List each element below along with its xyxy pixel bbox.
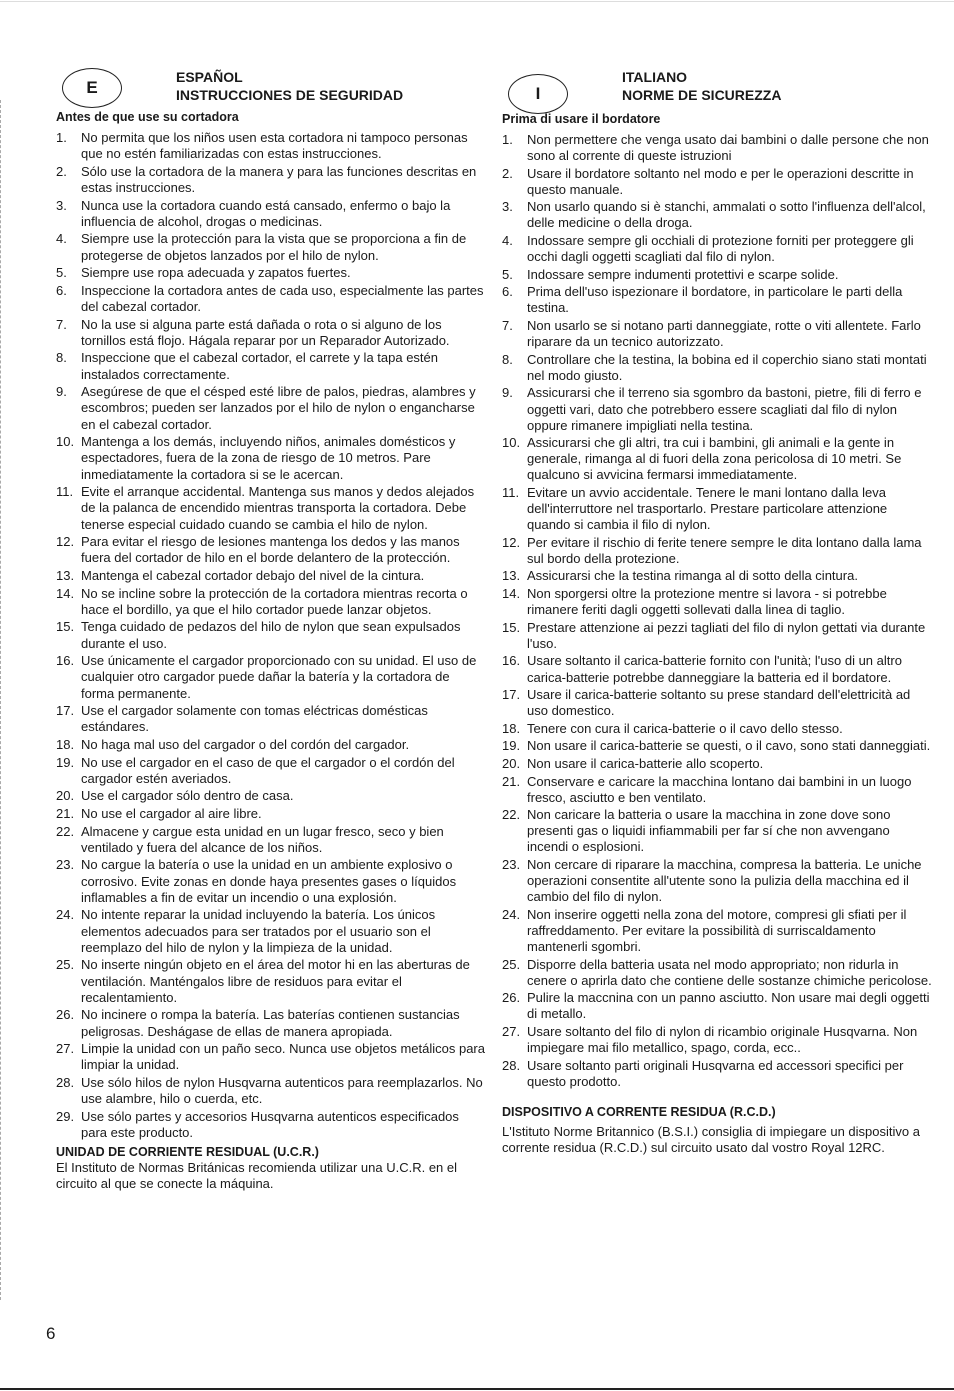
- list-item: [502, 807, 934, 855]
- item-text: Siempre use la protección para la vista que se proporciona a fin de protegerse de objetos lanzados por el hilo de nylon.: [81, 231, 467, 263]
- list-item: [502, 907, 934, 955]
- language-title: ESPAÑOL: [176, 69, 243, 85]
- list-item: [56, 164, 486, 196]
- item-text: Use sólo hilos de nylon Husqvarna autenticos para reemplazarlos. No use alambre, hilo o cuerda, etc.: [81, 1074, 483, 1107]
- page-number: 6: [46, 1324, 56, 1343]
- item-number: 8.: [56, 350, 67, 366]
- item-number: 9.: [56, 384, 67, 400]
- item-text: Pulire la maccnina con un panno asciutto. Non usare mai degli oggetti di metallo.: [527, 990, 930, 1022]
- item-number: 11.: [56, 484, 74, 500]
- item-number: 18.: [56, 736, 75, 752]
- rcd-text: El Instituto de Normas Británicas recomienda utilizar una U.C.R. en el circuito al que se conecte la máquina.: [56, 1160, 458, 1192]
- list-item: [502, 687, 934, 719]
- list-item: [502, 568, 934, 584]
- spanish-header: [56, 60, 486, 112]
- item-number: 21.: [56, 805, 75, 821]
- item-number: 3.: [56, 197, 67, 213]
- item-number: 19.: [56, 754, 75, 770]
- list-item: [502, 233, 934, 265]
- item-text: Limpie la unidad con un paño seco. Nunca use objetos metálicos para limpiar la unidad.: [81, 1041, 485, 1073]
- item-text: Almacene y cargue esta unidad en un lugar fresco, seco y bien ventilado y fuera del alcance de los niños.: [81, 823, 444, 855]
- list-item: [56, 586, 486, 618]
- item-number: 14.: [56, 585, 75, 601]
- list-item: [502, 485, 934, 533]
- item-number: 12.: [56, 534, 75, 550]
- item-number: 13.: [56, 567, 75, 583]
- list-item: [502, 857, 934, 905]
- item-number: 20.: [502, 755, 521, 771]
- item-number: 14.: [502, 586, 521, 602]
- list-item: [502, 990, 934, 1022]
- list-item: [56, 283, 486, 315]
- section-title: NORME DE SICUREZZA: [622, 87, 782, 103]
- item-number: 8.: [502, 351, 513, 367]
- item-text: Asegúrese de que el césped esté libre de palos, piedras, alambres y escombros; pueden ser lanzados por el hilo de nylon o engancharse en el cabezal cortador.: [81, 384, 476, 432]
- item-number: 1.: [56, 130, 67, 145]
- item-number: 6.: [502, 284, 513, 300]
- list-item: [502, 199, 934, 231]
- safety-list-italian: [502, 132, 934, 1090]
- item-number: 7.: [56, 316, 67, 332]
- item-number: 24.: [502, 906, 521, 922]
- item-number: 16.: [56, 653, 75, 669]
- item-number: 13.: [502, 568, 521, 584]
- list-item: [56, 384, 486, 433]
- item-number: 12.: [502, 534, 521, 550]
- item-number: 26.: [502, 990, 521, 1006]
- list-item: [502, 586, 934, 618]
- item-number: 28.: [56, 1074, 75, 1090]
- list-item: [502, 435, 934, 483]
- list-item: [56, 231, 486, 263]
- item-number: 17.: [56, 703, 75, 719]
- list-item: [56, 1075, 486, 1107]
- rcd-title: UNIDAD DE CORRIENTE RESIDUAL (U.C.R.): [56, 1145, 319, 1160]
- item-text: Usare soltanto il carica-batterie fornito con l'unità; l'uso di un altro carica-batterie potrebbe danneggiare la batteria ed il bordatore.: [527, 653, 902, 685]
- item-number: 19.: [502, 738, 521, 754]
- item-text: Non usare il carica-batterie se questi, o il cavo, sono stati danneggiati.: [527, 738, 931, 754]
- item-text: No incinere o rompa la batería. Las baterías contienen sustancias peligrosas. Deshágase de ellas de manera apropiada.: [81, 1007, 460, 1039]
- item-number: 25.: [56, 957, 75, 973]
- list-item: [56, 788, 486, 804]
- item-number: 2.: [502, 165, 513, 181]
- list-item: [56, 653, 486, 702]
- list-item: [56, 806, 486, 822]
- item-number: 22.: [502, 807, 521, 823]
- item-number: 18.: [502, 720, 521, 736]
- item-number: 15.: [502, 619, 521, 635]
- item-text: Prima dell'uso ispezionare il bordatore, in particolare le parti della testina.: [527, 284, 903, 316]
- item-number: 7.: [502, 318, 513, 334]
- list-item: [502, 1024, 934, 1056]
- list-item: [502, 620, 934, 652]
- item-text: Use el cargador solamente con tomas eléctricas domésticas estándares.: [81, 703, 428, 735]
- item-text: Non usare il carica-batterie allo scoperto.: [527, 755, 764, 771]
- bottom-rule: [0, 1388, 954, 1390]
- list-item: [502, 385, 934, 433]
- item-text: Non permettere che venga usato dai bambini o dalle persone che non sono al corrente di queste istruzioni: [527, 132, 929, 164]
- item-text: Mantenga el cabezal cortador debajo del nivel de la cintura.: [81, 567, 425, 583]
- item-text: No haga mal uso del cargador o del cordón del cargador.: [81, 736, 410, 752]
- list-item: [56, 265, 486, 281]
- item-number: 15.: [56, 619, 75, 635]
- rcd-text: L'Istituto Norme Britannico (B.S.I.) consiglia di impiegare un dispositivo a corrente residua (R.C.D.) sul circuito usato dal vostro Royal 12RC.: [502, 1123, 920, 1155]
- item-number: 9.: [502, 385, 513, 401]
- list-item: [502, 653, 934, 685]
- list-item: [56, 1109, 486, 1141]
- language-title: ITALIANO: [622, 69, 688, 85]
- list-item: [56, 907, 486, 956]
- list-item: [56, 957, 486, 1006]
- item-text: Usare soltanto parti originali Husqvarna ed accessori specifici per questo prodotto.: [527, 1057, 904, 1089]
- item-text: Inspeccione que el cabezal cortador, el carrete y la tapa estén instalados correctamente.: [81, 350, 438, 382]
- item-text: Mantenga a los demás, incluyendo niños, animales domésticos y espectadores, fuera de la zona de riesgo de 10 metros. Pare inmediatamente la cortadora si se le acercan.: [81, 434, 456, 482]
- item-number: 27.: [56, 1041, 75, 1057]
- item-text: Non usarlo se si notano parti danneggiate, rotte o viti allentete. Farlo riparare da un tecnico autorizzato.: [527, 318, 921, 350]
- item-text: No cargue la batería o use la unidad en un ambiente explosivo o corrosivo. Evite zonas en donde haya presentes gases o líquidos inflamables a fin de evitar un incendio o una explosión.: [81, 857, 457, 905]
- item-number: 4.: [56, 231, 67, 247]
- language-badge-spanish: E: [62, 68, 122, 108]
- item-text: Non usarlo quando si è stanchi, ammalati o sotto l'influenza dell'alcol, delle medicine o della droga.: [527, 199, 926, 231]
- rcd-title: DISPOSITIVO A CORRENTE RESIDUA (R.C.D.): [502, 1104, 776, 1119]
- item-number: 10.: [502, 435, 521, 451]
- list-item: [56, 857, 486, 906]
- item-text: Tenere con cura il carica-batterie o il cavo dello stesso.: [527, 720, 843, 736]
- item-text: No use el cargador al aire libre.: [81, 805, 262, 821]
- item-number: 5.: [502, 266, 513, 282]
- list-item: [502, 721, 934, 737]
- list-item: [56, 484, 486, 533]
- item-text: Evite el arranque accidental. Mantenga sus manos y dedos alejados de la palanca de encendido mientras transporta la cortadora. Debe tenerse especial cuidado cuando se cambia el hilo de nylon.: [81, 484, 475, 532]
- item-text: No inserte ningún objeto en el área del motor hi en las aberturas de ventilación. Manténgalos libre de residuos para evitar el recalentamiento.: [81, 957, 470, 1005]
- item-number: 2.: [56, 163, 67, 179]
- item-number: 11.: [502, 484, 520, 500]
- item-text: Indossare sempre indumenti protettivi e scarpe solide.: [527, 266, 839, 282]
- list-item: [502, 284, 934, 316]
- list-item: [502, 132, 934, 164]
- list-item: [56, 737, 486, 753]
- spanish-column: [56, 60, 486, 1192]
- list-item: [56, 350, 486, 382]
- spanish-title-block: [176, 68, 403, 104]
- item-text: Assicurarsi che il terreno sia sgombro da bastoni, pietre, fili di ferro e oggetti vari, dato che potrebbero essere scagliati dal filo di nylon oppure rimanere impigliati nella testina.: [527, 385, 922, 433]
- list-item: [502, 352, 934, 384]
- item-number: 4.: [502, 233, 513, 249]
- item-text: Usare il bordatore soltanto nel modo e per le operazioni descritte in questo manuale.: [527, 165, 914, 197]
- item-text: Assicurarsi che gli altri, tra cui i bambini, gli animali e la gente in generale, rimanga al di fuori della zona pericolosa di 10 metri. Se qualcuno si avvicina fermarsi immediatamente.: [527, 435, 902, 483]
- item-number: 22.: [56, 823, 75, 839]
- item-number: 23.: [502, 857, 521, 873]
- binding-edge: [0, 100, 3, 1300]
- item-text: Siempre use ropa adecuada y zapatos fuertes.: [81, 265, 351, 281]
- item-number: 17.: [502, 687, 521, 703]
- item-number: 26.: [56, 1007, 75, 1023]
- item-number: 21.: [502, 773, 521, 789]
- item-text: Non caricare la batteria o usare la macchina in zone dove sono presenti gas o liquidi infiammabili per far sí che non avvengano incendi o esplosioni.: [527, 807, 891, 855]
- item-text: Nunca use la cortadora cuando está cansado, enfermo o bajo la influencia de alcohol, drogas o medicinas.: [81, 197, 451, 229]
- list-item: [502, 267, 934, 283]
- item-text: Para evitar el riesgo de lesiones mantenga los dedos y las manos fuera del cortador de hilo en el borde delantero de la protección.: [81, 534, 460, 566]
- section-title: INSTRUCCIONES DE SEGURIDAD: [176, 87, 404, 103]
- list-item: [502, 738, 934, 754]
- item-text: No se incline sobre la protección de la cortadora mientras recorta o hace el bordillo, ya que el hilo cortador puede lanzar objetos.: [81, 585, 468, 617]
- item-text: Sólo use la cortadora de la manera y para las funciones descritas en estas instrucciones.: [81, 163, 477, 195]
- item-number: 1.: [502, 132, 513, 147]
- item-text: Non inserire oggetti nella zona del motore, compresi gli sfiati per il raffreddamento. Per evitare la possibilità di surriscaldamento mantenerli sgombri.: [527, 906, 907, 954]
- item-number: 10.: [56, 434, 75, 450]
- item-text: Inspeccione la cortadora antes de cada uso, especialmente las partes del cabezal cortador.: [81, 282, 484, 314]
- safety-list-spanish: [56, 130, 486, 1141]
- item-number: 25.: [502, 956, 521, 972]
- item-text: Usare soltanto del filo di nylon di ricambio originale Husqvarna. Non impiegare mai filo metallico, spago, corda, ecc..: [527, 1023, 918, 1056]
- list-item: [56, 619, 486, 651]
- item-number: 27.: [502, 1023, 521, 1039]
- item-text: Prestare attenzione ai pezzi tagliati del filo di nylon gettati via durante l'uso.: [527, 619, 926, 651]
- list-item: [502, 957, 934, 989]
- italian-column: [502, 60, 934, 1156]
- subheading: Antes de que use su cortadora: [56, 110, 239, 124]
- item-text: Assicurarsi che la testina rimanga al di sotto della cintura.: [527, 568, 858, 584]
- item-text: Use únicamente el cargador proporcionado con su unidad. El uso de cualquier otro cargador puede dañar la batería y la cortadora de forma permanente.: [81, 653, 477, 701]
- item-text: No la use si alguna parte está dañada o rota o si alguno de los tornillos está flojo. Hágala reparar por un Reparador Autorizado.: [81, 316, 450, 348]
- item-text: Conservare e caricare la macchina lontano dai bambini in un luogo fresco, asciutto e ben ventilato.: [527, 773, 912, 805]
- item-text: No use el cargador en el caso de que el cargador o el cordón del cargador estén averiados.: [81, 754, 455, 786]
- list-item: [56, 1041, 486, 1073]
- item-number: 6.: [56, 282, 67, 298]
- item-number: 3.: [502, 199, 513, 215]
- list-item: [502, 756, 934, 772]
- item-number: 28.: [502, 1057, 521, 1073]
- item-number: 5.: [56, 265, 67, 281]
- item-number: 24.: [56, 907, 75, 923]
- subheading: Prima di usare il bordatore: [502, 112, 661, 126]
- item-number: 23.: [56, 857, 75, 873]
- item-number: 29.: [56, 1108, 75, 1124]
- item-text: Per evitare il rischio di ferite tenere sempre le dita lontano dalla lama sul bordo della protezione.: [527, 534, 922, 566]
- item-text: No permita que los niños usen esta cortadora ni tampoco personas que no estén familiarizadas con estas instrucciones.: [81, 130, 468, 162]
- list-item: [502, 1058, 934, 1090]
- item-text: Evitare un avvio accidentale. Tenere le mani lontano dalla leva dell'interruttore nel trasportarlo. Prestare particolare attenzione quando si cambia il filo di nylon.: [527, 484, 888, 533]
- top-rule: [0, 1, 954, 2]
- item-text: Usare il carica-batterie soltanto su prese standard dell'elettricità ad uso domestico.: [527, 687, 911, 719]
- list-item: [502, 318, 934, 350]
- item-text: Use sólo partes y accesorios Husqvarna autenticos especificados para este producto.: [81, 1108, 459, 1140]
- item-text: Use el cargador sólo dentro de casa.: [81, 788, 294, 804]
- item-text: Disporre della batteria usata nel modo appropriato; non ridurla in cenere o aprirla dato che contiene delle sostanze chimiche pericolose.: [527, 956, 932, 988]
- list-item: [56, 198, 486, 230]
- list-item: [502, 774, 934, 806]
- italian-header: [502, 60, 934, 112]
- list-item: [502, 166, 934, 198]
- list-item: [56, 317, 486, 349]
- language-badge-italian: I: [508, 74, 568, 114]
- list-item: [56, 534, 486, 566]
- list-item: [56, 703, 486, 735]
- list-item: [56, 434, 486, 483]
- list-item: [56, 755, 486, 787]
- list-item: [56, 1007, 486, 1039]
- list-item: [502, 535, 934, 567]
- item-text: Non sporgersi oltre la protezione mentre si lavora - si potrebbe rimanere feriti dagli oggetti sollevati dalla linea di taglio.: [527, 586, 887, 618]
- item-text: Tenga cuidado de pedazos del hilo de nylon que sean expulsados durante el uso.: [81, 619, 461, 651]
- item-text: Controllare che la testina, la bobina ed il coperchio siano stati montati nel modo giusto.: [527, 351, 927, 383]
- item-text: Indossare sempre gli occhiali di protezione forniti per proteggere gli occhi dagli oggetti scagliati dal filo di nylon.: [527, 233, 914, 265]
- item-number: 20.: [56, 788, 75, 804]
- list-item: [56, 824, 486, 856]
- item-text: No intente reparar la unidad incluyendo la batería. Los únicos elementos adecuados para ser tratados por el usuario son el reemplazo del hilo de nylon y la limpieza de la unidad.: [81, 907, 436, 955]
- list-item: [56, 130, 486, 162]
- italian-title-block: [622, 68, 781, 104]
- item-number: 16.: [502, 653, 521, 669]
- item-text: Non cercare di riparare la macchina, compresa la batteria. Le uniche operazioni consentite all'utente sono la pulizia della macchina ed il cambio del filo di nylon.: [527, 857, 922, 905]
- list-item: [56, 568, 486, 584]
